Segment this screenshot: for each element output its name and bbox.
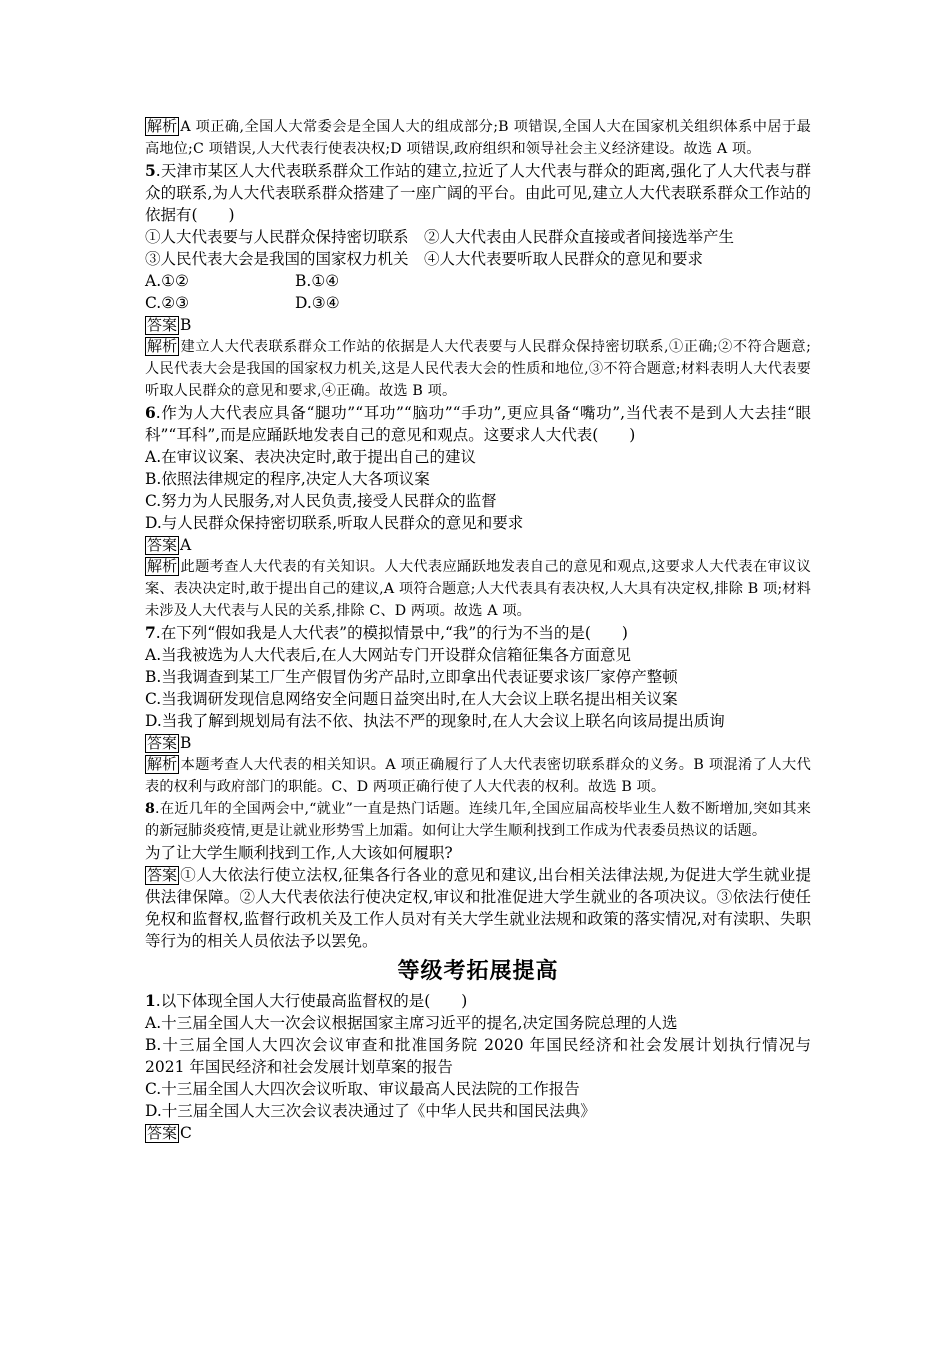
- option-b: B.当我调查到某工厂生产假冒伪劣产品时,立即拿出代表证要求该厂家停产整顿: [145, 668, 678, 686]
- question-8: [145, 798, 811, 842]
- answer-line: [145, 1122, 811, 1144]
- answer-tag: 答案: [147, 1124, 178, 1142]
- options-row-2: [145, 292, 811, 314]
- answer-text: ①人大依法行使立法权,征集各行各业的意见和建议,出台相关法律法规,为促进大学生就业提供法律保障。②人大代表依法行使决定权,审议和批准促进大学生就业的各项决议。③依法行使任免权和监督权,监督行政机关及工作人员对有关大学生就业法规和政策的落实情况,对有渎职、失职等行为的相关人员依法予以罢免。: [145, 866, 811, 950]
- question-stem: .在近几年的全国两会中,“就业”一直是热门话题。连续几年,全国应届高校毕业生人数不断增加,突如其来的新冠肺炎疫情,更是让就业形势雪上加霜。如何让大学生顺利找到工作成为代表委员热议的话题。: [145, 801, 811, 839]
- option-a: A.十三届全国人大一次会议根据国家主席习近平的提名,决定国务院总理的人选: [145, 1014, 678, 1032]
- question-number: 8: [145, 801, 156, 817]
- analysis-tag: 解析: [147, 755, 178, 773]
- question-8-prompt: 为了让大学生顺利找到工作,人大该如何履职?: [145, 844, 453, 862]
- option-c: C.十三届全国人大四次会议听取、审议最高人民法院的工作报告: [145, 1080, 580, 1098]
- question-1: [145, 990, 811, 1012]
- answer-tag: 答案: [147, 536, 178, 554]
- answer-block: [145, 864, 811, 952]
- answer-value: A: [180, 536, 192, 554]
- question-stem: .作为人大代表应具备“腿功”“耳功”“脑功”“手功”,更应具备“嘴功”,当代表不是到人大去挂“眼科”“耳科”,而是应踊跃地发表自己的意见和观点。这要求人大代表( ): [145, 404, 811, 444]
- statement-line-2: ③人民代表大会是我国的国家权力机关 ④人大代表要听取人民群众的意见和要求: [145, 250, 704, 268]
- options-row-1: [145, 270, 811, 292]
- question-number: 7: [145, 623, 156, 642]
- answer-value: B: [180, 316, 192, 334]
- option-b: B.依照法律规定的程序,决定人大各项议案: [145, 470, 430, 488]
- answer-value: B: [180, 734, 192, 752]
- option-d: D.③④: [295, 294, 340, 312]
- option-c: C.努力为人民服务,对人民负责,接受人民群众的监督: [145, 492, 497, 510]
- question-stem: .在下列“假如我是人大代表”的模拟情景中,“我”的行为不当的是( ): [155, 624, 628, 642]
- section-title: 等级考拓展提高: [397, 959, 559, 984]
- document-content: [145, 116, 811, 1144]
- option-d: D.十三届全国人大三次会议表决通过了《中华人民共和国民法典》: [145, 1102, 596, 1120]
- question-stem: .天津市某区人大代表联系群众工作站的建立,拉近了人大代表与群众的距离,强化了人大代表与群众的联系,为人大代表联系群众搭建了一座广阔的平台。由此可见,建立人大代表联系群众工作站的依据有( ): [145, 162, 811, 224]
- option-c: C.②③: [145, 294, 190, 312]
- statement-line-1: ①人大代表要与人民群众保持密切联系 ②人大代表由人民群众直接或者间接选举产生: [145, 228, 735, 246]
- question-6: [145, 402, 811, 446]
- analysis-block: [145, 336, 811, 402]
- answer-tag: 答案: [147, 316, 178, 334]
- option-a: A.①②: [145, 272, 189, 290]
- question-number: 5: [145, 161, 156, 180]
- option-d: D.当我了解到规划局有法不依、执法不严的现象时,在人大会议上联名向该局提出质询: [145, 712, 725, 730]
- answer-line: [145, 314, 811, 336]
- answer-line: [145, 534, 811, 556]
- answer-value: C: [180, 1124, 192, 1142]
- analysis-block: [145, 556, 811, 622]
- analysis-tag: 解析: [147, 117, 178, 135]
- question-number: 1: [145, 991, 156, 1010]
- option-b: B.①④: [295, 272, 340, 290]
- question-stem: .以下体现全国人大行使最高监督权的是( ): [155, 992, 468, 1010]
- option-a: A.在审议议案、表决决定时,敢于提出自己的建议: [145, 448, 477, 466]
- answer-line: [145, 732, 811, 754]
- question-number: 6: [145, 403, 156, 422]
- question-5: [145, 160, 811, 226]
- option-b: B.十三届全国人大四次会议审查和批准国务院 2020 年国民经济和社会发展计划执行情况与 2021 年国民经济和社会发展计划草案的报告: [145, 1036, 811, 1076]
- analysis-block: [145, 754, 811, 798]
- analysis-text: 本题考查人大代表的相关知识。A 项正确履行了人大代表密切联系群众的义务。B 项混淆了人大代表的权利与政府部门的职能。C、D 两项正确行使了人大代表的权利。故选 B 项。: [145, 757, 811, 795]
- analysis-tag: 解析: [147, 337, 178, 355]
- analysis-text: 此题考查人大代表的有关知识。人大代表应踊跃地发表自己的意见和观点,这要求人大代表在审议议案、表决决定时,敢于提出自己的建议,A 项符合题意;人大代表具有表决权,人大具有决定权,排除 B 项;材料未涉及人大代表与人民的关系,排除 C、D 两项。故选 A 项。: [145, 559, 811, 619]
- option-a: A.当我被选为人大代表后,在人大网站专门开设群众信箱征集各方面意见: [145, 646, 632, 664]
- analysis-block-1: [145, 116, 811, 160]
- analysis-tag: 解析: [147, 557, 178, 575]
- option-c: C.当我调研发现信息网络安全问题日益突出时,在人大会议上联名提出相关议案: [145, 690, 678, 708]
- answer-tag: 答案: [147, 734, 178, 752]
- analysis-text: A 项正确,全国人大常委会是全国人大的组成部分;B 项错误,全国人大在国家机关组织体系中居于最高地位;C 项错误,人大代表行使表决权;D 项错误,政府组织和领导社会主义经济建设。故选 A 项。: [145, 119, 811, 157]
- answer-tag: 答案: [147, 866, 178, 884]
- analysis-text: 建立人大代表联系群众工作站的依据是人大代表要与人民群众保持密切联系,①正确;②不符合题意;人民代表大会是我国的国家权力机关,这是人民代表大会的性质和地位,③不符合题意;材料表明人大代表要听取人民群众的意见和要求,④正确。故选 B 项。: [145, 339, 811, 399]
- question-7: [145, 622, 811, 644]
- option-d: D.与人民群众保持密切联系,听取人民群众的意见和要求: [145, 514, 524, 532]
